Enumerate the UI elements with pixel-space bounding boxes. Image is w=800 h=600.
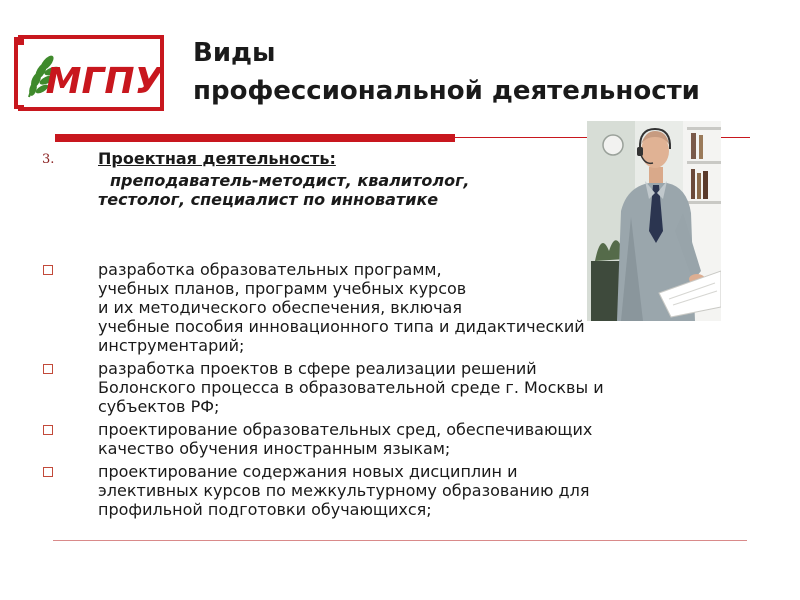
bullet-line: элективных курсов по межкультурному образованию для [98, 481, 590, 500]
bullet-line: и их методического обеспечения, включая [98, 298, 462, 317]
bullet-line: инструментарий; [98, 336, 245, 355]
bullet-line: профильной подготовки обучающихся; [98, 500, 432, 519]
item-number: 3. [42, 152, 55, 167]
bullet-line: учебных планов, программ учебных курсов [98, 279, 467, 298]
list-item [40, 359, 740, 416]
item-heading: Проектная деятельность: [98, 149, 336, 168]
list-item [40, 260, 740, 355]
title-line-1: Виды [193, 38, 276, 68]
hollow-square-bullet-icon [43, 364, 53, 374]
item-roles [98, 171, 470, 209]
hollow-square-bullet-icon [43, 425, 53, 435]
bullet-line: качество обучения иностранным языкам; [98, 439, 451, 458]
bullet-line: учебные пособия инновационного типа и дидактический [98, 317, 585, 336]
bullet-list [40, 260, 740, 523]
mgpu-logo-icon [14, 33, 166, 113]
hollow-square-bullet-icon [43, 265, 53, 275]
svg-text:МГПУ: МГПУ [45, 61, 163, 102]
bullet-line: проектирование образовательных сред, обеспечивающих [98, 420, 593, 439]
list-item [40, 420, 740, 458]
page-title [193, 34, 700, 110]
bullet-line: проектирование содержания новых дисциплин и [98, 462, 518, 481]
roles-line-1: преподаватель-методист, квалитолог, [110, 171, 470, 190]
footer-divider-line [53, 540, 747, 541]
title-line-2: профессиональной деятельности [193, 76, 700, 106]
roles-line-2: тестолог, специалист по инноватике [98, 190, 439, 209]
hollow-square-bullet-icon [43, 467, 53, 477]
bullet-line: разработка образовательных программ, [98, 260, 442, 279]
bullet-line: Болонского процесса в образовательной среде г. Москвы и [98, 378, 604, 397]
bullet-line: субъектов РФ; [98, 397, 220, 416]
list-item [40, 462, 740, 519]
header-divider-bar [55, 134, 455, 142]
bullet-line: разработка проектов в сфере реализации решений [98, 359, 537, 378]
